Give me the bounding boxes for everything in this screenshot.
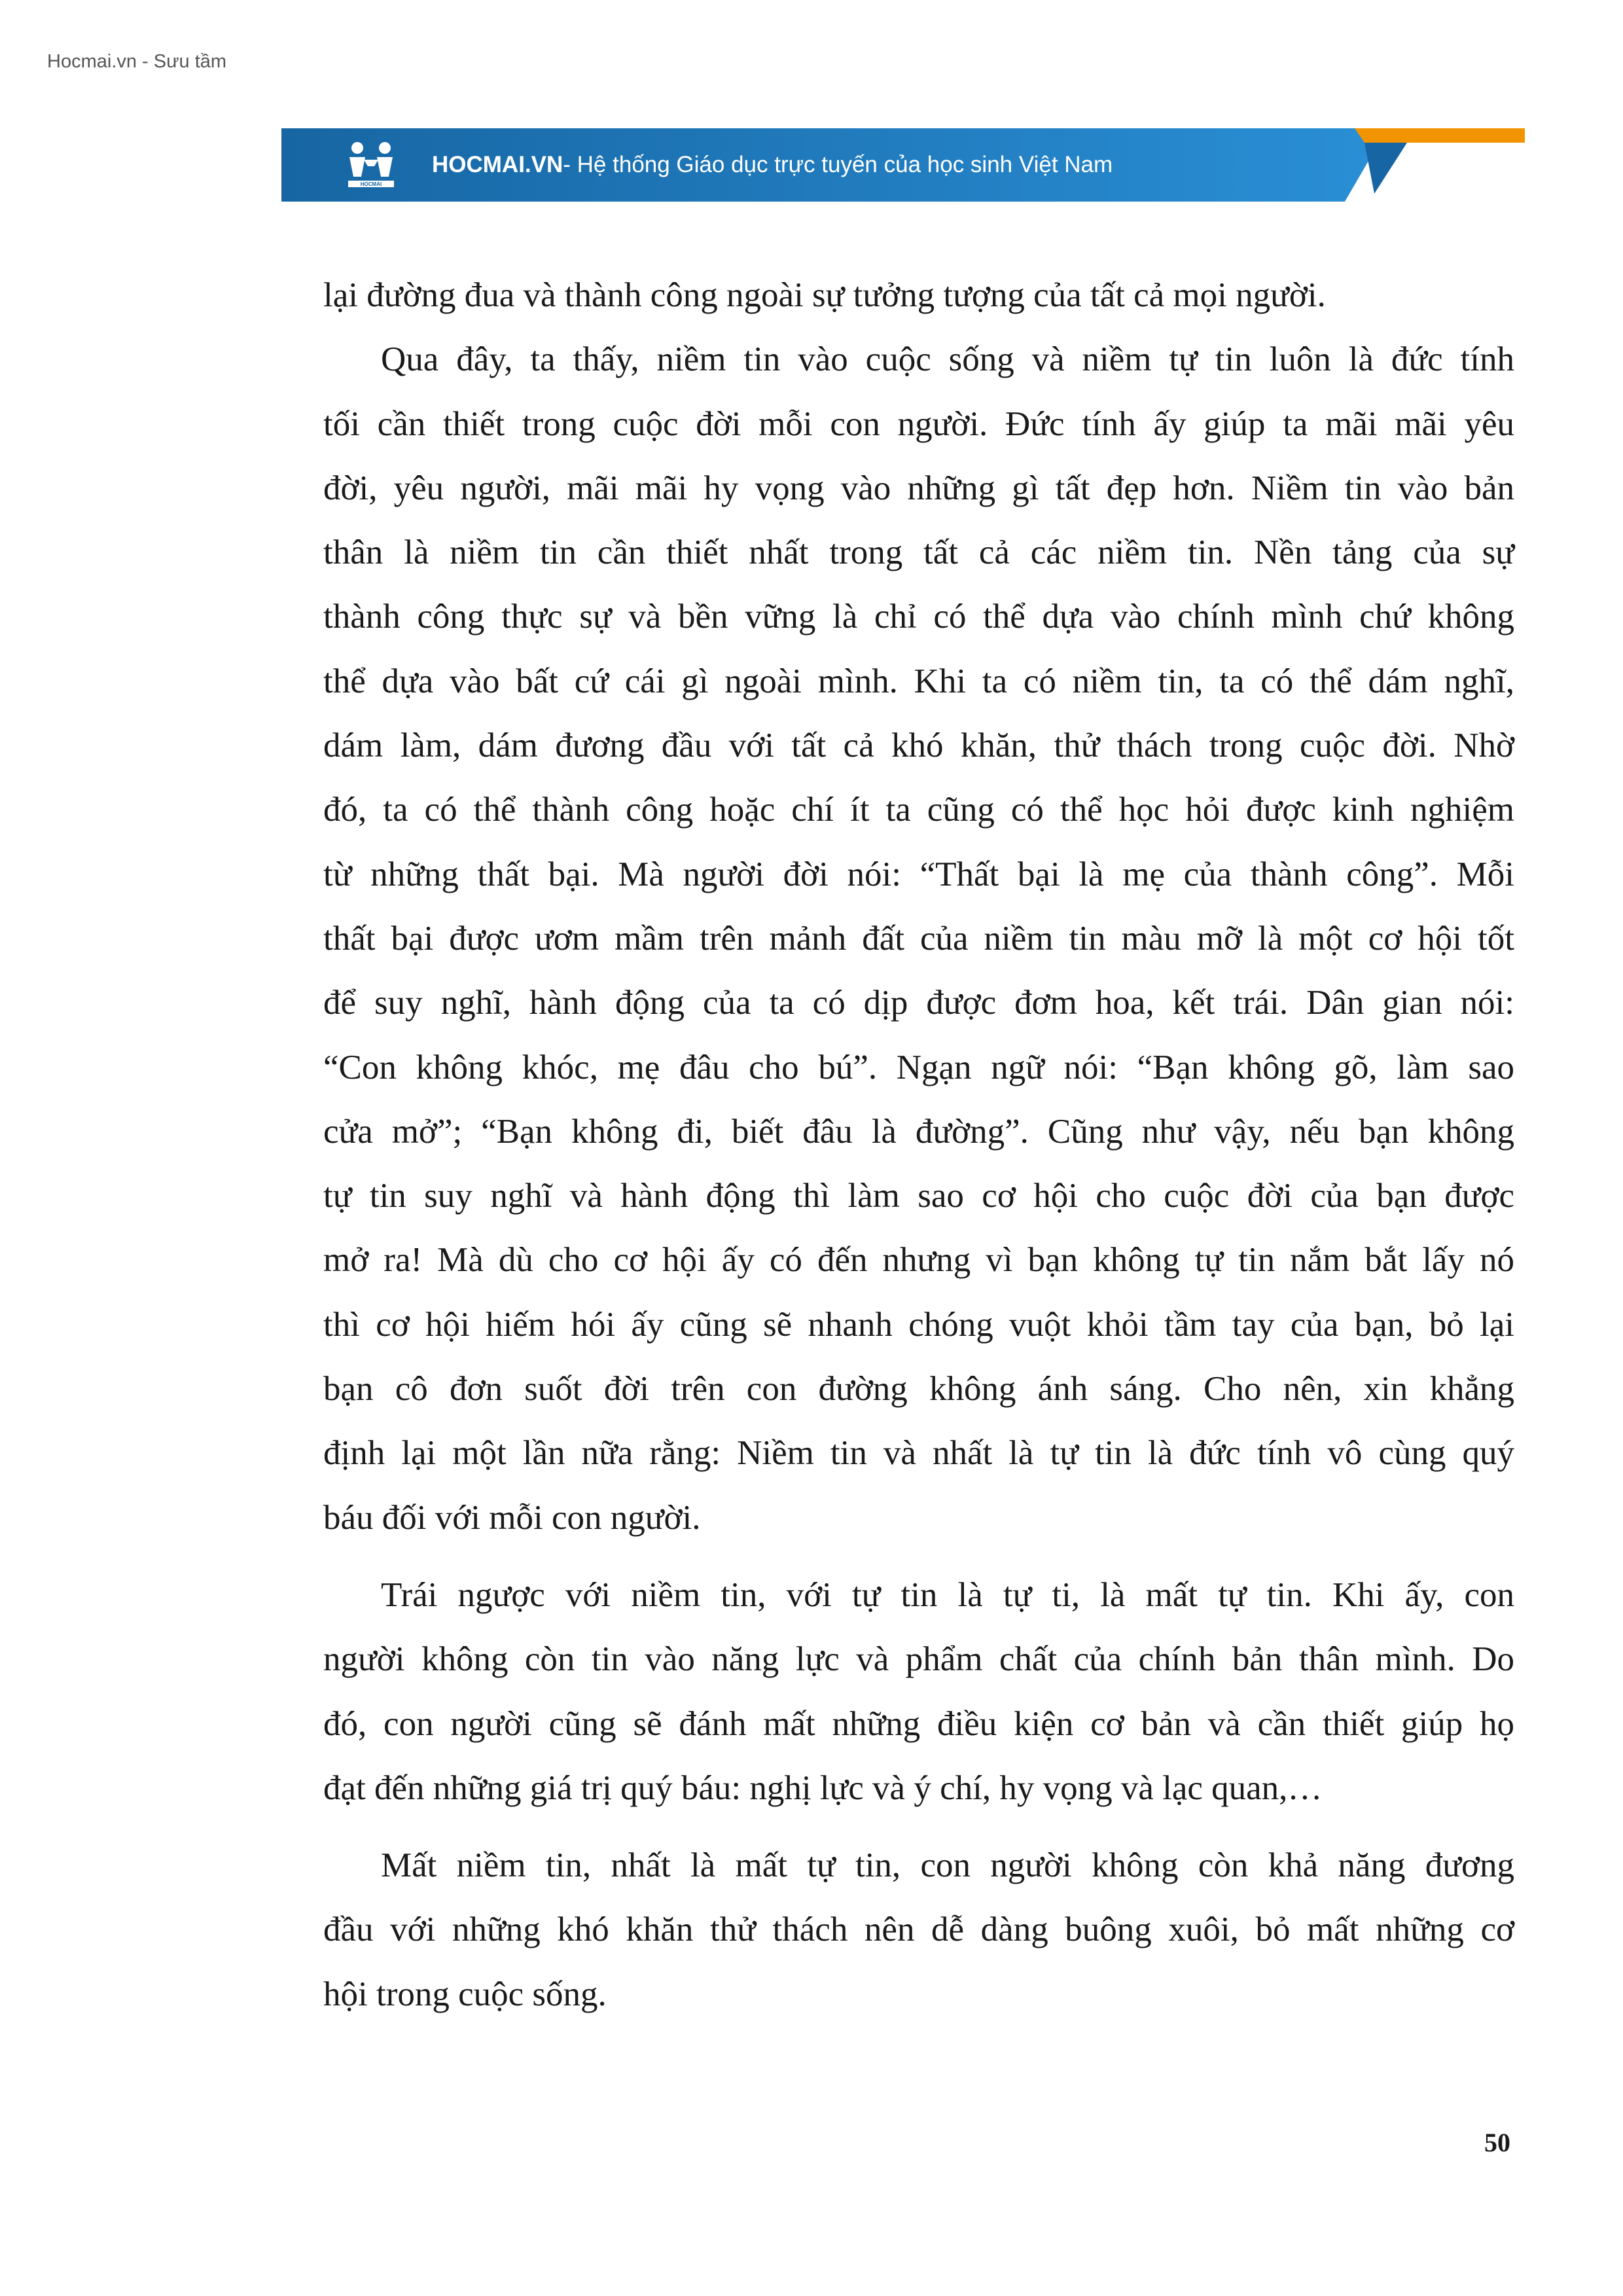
hocmai-logo-icon: [344, 140, 398, 190]
text-line: từ những thất bại. Mà người đời nói: “Thất bại là mẹ của thành công”. Mỗi: [323, 855, 1514, 893]
text-line: để suy nghĩ, hành động của ta có dịp được đơm hoa, kết trái. Dân gian nói:: [323, 984, 1514, 1022]
text-line: đó, ta có thể thành công hoặc chí ít ta cũng có thể học hỏi được kinh nghiệm: [323, 791, 1514, 829]
banner-corner-triangle: [1364, 143, 1407, 194]
text-line: bạn cô đơn suốt đời trên con đường không ánh sáng. Cho nên, xin khẳng: [323, 1370, 1514, 1408]
text-line: thất bại được ươm mầm trên mảnh đất của niềm tin màu mỡ là một cơ hội tốt: [323, 919, 1514, 958]
text-line: cửa mở”; “Bạn không đi, biết đâu là đường”. Cũng như vậy, nếu bạn không: [323, 1112, 1514, 1151]
text-line: lại đường đua và thành công ngoài sự tưởng tượng của tất cả mọi người.: [323, 276, 1326, 314]
text-line: tối cần thiết trong cuộc đời mỗi con người. Đức tính ấy giúp ta mãi mãi yêu: [323, 404, 1514, 443]
text-line: “Con không khóc, mẹ đâu cho bú”. Ngạn ngữ nói: “Bạn không gõ, làm sao: [323, 1048, 1514, 1086]
page-number: 50: [1484, 2128, 1510, 2157]
paragraph-first-line: Mất niềm tin, nhất là mất tự tin, con người không còn khả năng đương: [381, 1846, 1514, 1885]
paragraph-last-line: hội trong cuộc sống.: [323, 1975, 607, 2013]
paragraph-last-line: báu đối với mỗi con người.: [323, 1498, 701, 1537]
text-line: thể dựa vào bất cứ cái gì ngoài mình. Khi ta có niềm tin, ta có thể dám nghĩ,: [323, 662, 1514, 700]
paragraph-first-line: Trái ngược với niềm tin, với tự tin là tự ti, là mất tự tin. Khi ấy, con: [381, 1575, 1514, 1614]
document-body: [323, 263, 1514, 2026]
text-line: đó, con người cũng sẽ đánh mất những điều kiện cơ bản và cần thiết giúp họ: [323, 1704, 1514, 1743]
text-line: đầu với những khó khăn thử thách nên dễ dàng buông xuôi, bỏ mất những cơ: [323, 1910, 1514, 1949]
text-line: thì cơ hội hiếm hói ấy cũng sẽ nhanh chóng vuột khỏi tầm tay của bạn, bỏ lại: [323, 1305, 1514, 1344]
brand-tagline: - Hệ thống Giáo dục trực tuyến của học sinh Việt Nam: [563, 152, 1113, 177]
text-line: dám làm, dám đương đầu với tất cả khó khăn, thử thách trong cuộc đời. Nhờ: [323, 726, 1514, 765]
text-line: đời, yêu người, mãi mãi hy vọng vào những gì tất đẹp hơn. Niềm tin vào bản: [323, 469, 1514, 507]
text-line: thành công thực sự và bền vững là chỉ có thể dựa vào chính mình chứ không: [323, 598, 1514, 636]
svg-text:HOCMAI: HOCMAI: [360, 181, 382, 187]
text-line: mở ra! Mà dù cho cơ hội ấy có đến nhưng vì bạn không tự tin nắm bắt lấy nó: [323, 1241, 1514, 1280]
brand-name[interactable]: HOCMAI.VN: [432, 152, 563, 177]
paragraph-first-line: Qua đây, ta thấy, niềm tin vào cuộc sống và niềm tự tin luôn là đức tính: [381, 340, 1514, 379]
text-line: định lại một lần nữa rằng: Niềm tin và nhất là tự tin là đức tính vô cùng quý: [323, 1434, 1514, 1473]
paragraph-last-line: đạt đến những giá trị quý báu: nghị lực và ý chí, hy vọng và lạc quan,…: [323, 1768, 1323, 1807]
header-banner: [281, 128, 1525, 202]
orange-accent-stripe: [1355, 128, 1525, 143]
source-note: Hocmai.vn - Sưu tầm: [47, 51, 227, 72]
text-line: thân là niềm tin cần thiết nhất trong tất cả các niềm tin. Nền tảng của sự: [323, 533, 1514, 572]
text-line: tự tin suy nghĩ và hành động thì làm sao cơ hội cho cuộc đời của bạn được: [323, 1177, 1514, 1215]
banner-title: [432, 128, 1113, 202]
text-line: người không còn tin vào năng lực và phẩm chất của chính bản thân mình. Do: [323, 1640, 1514, 1679]
